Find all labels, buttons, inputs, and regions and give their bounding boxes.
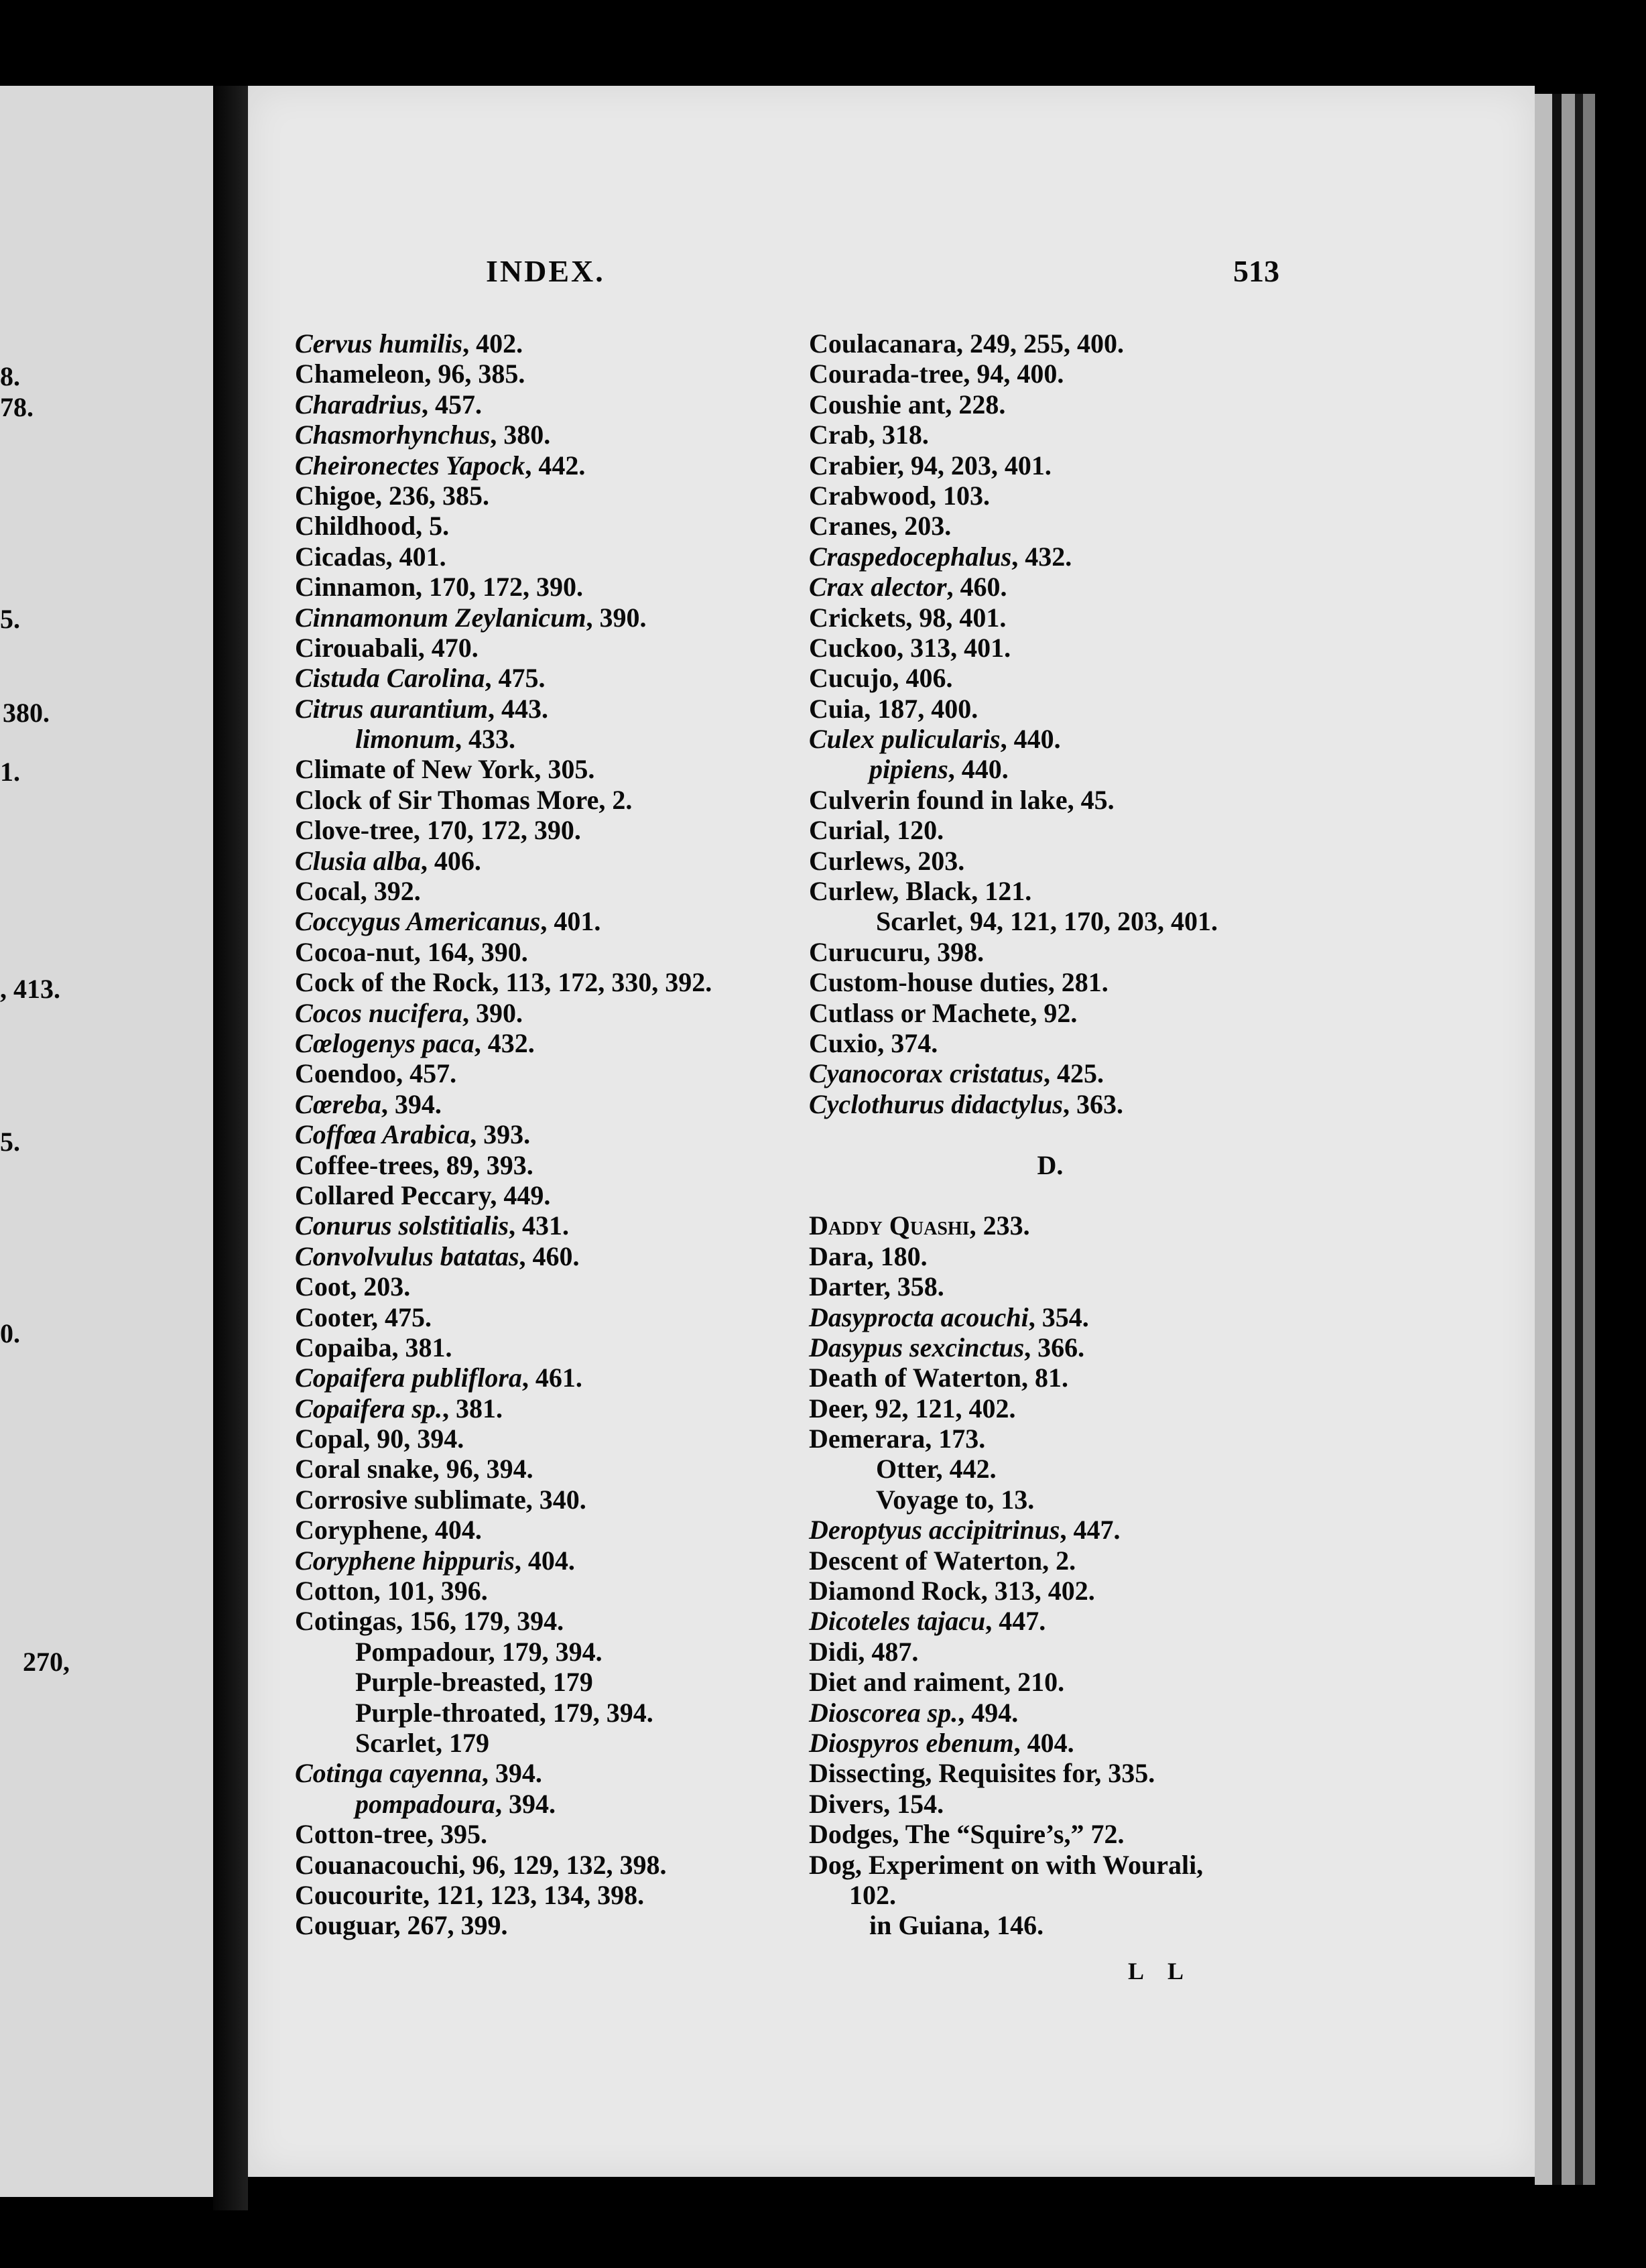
index-subentry: Pompadour, 179, 394. (355, 1636, 603, 1667)
index-entry: Cirouabali, 470. (295, 632, 479, 663)
index-subentry: Voyage to, 13. (876, 1484, 1035, 1515)
index-entry: Cuia, 187, 400. (809, 693, 978, 724)
index-entry: Cocos nucifera, 390. (295, 997, 523, 1028)
previous-page-fragment: 1. (0, 757, 20, 787)
index-entry: Cotingas, 156, 179, 394. (295, 1606, 564, 1637)
previous-page-fragment: 0. (0, 1318, 20, 1348)
index-entry: Cervus humilis, 402. (295, 328, 523, 359)
index-subentry: in Guiana, 146. (869, 1910, 1044, 1941)
index-entry: Coucourite, 121, 123, 134, 398. (295, 1879, 645, 1910)
index-entry: Deer, 92, 121, 402. (809, 1393, 1016, 1424)
index-entry: Cicadas, 401. (295, 541, 446, 572)
index-entry: Culex pulicularis, 440. (809, 724, 1061, 755)
index-subentry: Scarlet, 94, 121, 170, 203, 401. (876, 906, 1218, 937)
index-entry: Curlew, Black, 121. (809, 876, 1032, 907)
index-entry: Chameleon, 96, 385. (295, 359, 525, 389)
index-entry: Cœlogenys paca, 432. (295, 1027, 535, 1058)
index-entry: Childhood, 5. (295, 511, 450, 542)
index-subentry: pipiens, 440. (869, 754, 1009, 785)
index-entry: Cinnamonum Zeylanicum, 390. (295, 602, 647, 633)
index-subentry: Scarlet, 179 (355, 1727, 489, 1758)
index-entry: Coffee-trees, 89, 393. (295, 1149, 533, 1180)
index-entry: Dara, 180. (809, 1241, 928, 1271)
index-entry: Chigoe, 236, 385. (295, 480, 489, 511)
index-entry: Cocoa-nut, 164, 390. (295, 936, 528, 967)
index-entry: Descent of Waterton, 2. (809, 1545, 1076, 1576)
index-subentry: pompadoura, 394. (355, 1788, 556, 1819)
previous-page-edge (0, 86, 217, 2197)
previous-page-fragment: 270, (23, 1647, 70, 1677)
index-entry: Chasmorhynchus, 380. (295, 420, 551, 450)
index-entry: Citrus aurantium, 443. (295, 693, 548, 724)
previous-page-fragment: 380. (3, 698, 50, 728)
index-entry: Dicoteles tajacu, 447. (809, 1606, 1046, 1637)
index-entry: Convolvulus batatas, 460. (295, 1241, 580, 1271)
index-entry: Cotton-tree, 395. (295, 1819, 487, 1850)
index-entry: Copaifera publiflora, 461. (295, 1363, 582, 1393)
index-column-right (809, 328, 1291, 1941)
signature-mark: L L (1128, 1958, 1194, 1984)
book-gutter (213, 86, 248, 2210)
index-entry: Coccygus Americanus, 401. (295, 906, 601, 937)
index-entry: Culverin found in lake, 45. (809, 784, 1115, 815)
index-entry: Dasypus sexcinctus, 366. (809, 1332, 1085, 1363)
index-entry: Dasyprocta acouchi, 354. (809, 1302, 1089, 1332)
index-entry: Courada-tree, 94, 400. (809, 359, 1064, 389)
index-entry: Corrosive sublimate, 340. (295, 1484, 586, 1515)
index-entry: Cuxio, 374. (809, 1027, 938, 1058)
index-entry: Cotinga cayenna, 394. (295, 1758, 542, 1789)
previous-page-fragment: 5. (0, 604, 20, 634)
index-entry: Conurus solstitialis, 431. (295, 1210, 570, 1241)
index-subentry: Purple-breasted, 179 (355, 1667, 593, 1698)
index-entry: Clusia alba, 406. (295, 845, 481, 876)
index-entry: Copal, 90, 394. (295, 1424, 464, 1454)
page-stack-edge (1535, 94, 1552, 2185)
spacer (809, 1180, 1291, 1210)
spacer (809, 1119, 1291, 1149)
index-entry: Collared Peccary, 449. (295, 1180, 551, 1210)
index-entry: Couguar, 267, 399. (295, 1910, 508, 1941)
index-entry: Crax alector, 460. (809, 572, 1007, 603)
page-number: 513 (1233, 254, 1279, 288)
index-entry: Crab, 318. (809, 420, 929, 450)
index-entry: Clock of Sir Thomas More, 2. (295, 784, 633, 815)
index-entry: Crickets, 98, 401. (809, 602, 1007, 633)
previous-page-fragment: 8. (0, 361, 20, 391)
index-entry: Clove-tree, 170, 172, 390. (295, 815, 581, 846)
previous-page-fragment: , 413. (0, 974, 60, 1004)
index-entry: Cotton, 101, 396. (295, 1576, 488, 1606)
index-entry: Cranes, 203. (809, 511, 952, 542)
index-entry: Coushie ant, 228. (809, 389, 1006, 420)
index-entry: Coryphene, 404. (295, 1515, 482, 1546)
index-entry: Darter, 358. (809, 1271, 944, 1302)
index-entry: Cœreba, 394. (295, 1088, 442, 1119)
index-entry: Curucuru, 398. (809, 936, 985, 967)
index-entry: Cyclothurus didactylus, 363. (809, 1088, 1123, 1119)
index-entry: Couanacouchi, 96, 129, 132, 398. (295, 1849, 667, 1880)
index-entry: Coryphene hippuris, 404. (295, 1545, 575, 1576)
index-subentry: Otter, 442. (876, 1454, 997, 1485)
index-entry: Diospyros ebenum, 404. (809, 1727, 1074, 1758)
previous-page-fragment: 78. (0, 392, 34, 422)
index-subentry: limonum, 433. (355, 724, 515, 755)
index-entry: Cooter, 475. (295, 1302, 432, 1332)
index-entry: Coulacanara, 249, 255, 400. (809, 328, 1124, 359)
index-entry: Didi, 487. (809, 1636, 919, 1667)
index-entry: Cock of the Rock, 113, 172, 330, 392. (295, 967, 712, 998)
index-entry: Coendoo, 457. (295, 1058, 457, 1089)
index-entry: Dodges, The “Squire’s,” 72. (809, 1819, 1125, 1850)
index-entry: Cuckoo, 313, 401. (809, 632, 1011, 663)
index-entry: Cutlass or Machete, 92. (809, 997, 1078, 1028)
index-subentry: Purple-throated, 179, 394. (355, 1697, 653, 1728)
index-entry: Death of Waterton, 81. (809, 1363, 1068, 1393)
index-entry: Daddy Quashi, 233. (809, 1210, 1030, 1241)
index-entry: Curial, 120. (809, 815, 944, 846)
index-entry: Cucujo, 406. (809, 663, 953, 694)
index-entry: Cinnamon, 170, 172, 390. (295, 572, 584, 603)
page-stack-edge (1552, 94, 1562, 2185)
index-entry: Coot, 203. (295, 1271, 411, 1302)
running-head: INDEX. (486, 254, 605, 288)
index-entry: Copaiba, 381. (295, 1332, 452, 1363)
index-entry: Diamond Rock, 313, 402. (809, 1576, 1095, 1606)
index-entry: Dog, Experiment on with Wourali, (809, 1849, 1204, 1880)
previous-page-fragment: 5. (0, 1127, 20, 1157)
page-stack-edge (1562, 94, 1575, 2185)
index-entry: Custom-house duties, 281. (809, 967, 1109, 998)
index-entry: Cistuda Carolina, 475. (295, 663, 546, 694)
index-column-left (295, 328, 712, 1941)
index-entry: Diet and raiment, 210. (809, 1667, 1065, 1698)
index-entry: Dissecting, Requisites for, 335. (809, 1758, 1155, 1789)
index-entry: Divers, 154. (809, 1788, 944, 1819)
section-heading: D. (1037, 1149, 1064, 1180)
index-entry: Cheironectes Yapock, 442. (295, 450, 586, 481)
page-stack-edge (1575, 94, 1583, 2185)
index-entry: Cocal, 392. (295, 876, 421, 907)
index-entry: Coffœa Arabica, 393. (295, 1119, 531, 1150)
index-entry: Coral snake, 96, 394. (295, 1454, 533, 1485)
index-entry: Craspedocephalus, 432. (809, 541, 1072, 572)
index-entry: Crabier, 94, 203, 401. (809, 450, 1052, 481)
index-entry: Dioscorea sp., 494. (809, 1697, 1019, 1728)
page-stack-edge (1583, 94, 1595, 2185)
index-entry: Copaifera sp., 381. (295, 1393, 503, 1424)
index-entry: Curlews, 203. (809, 845, 965, 876)
index-entry: Cyanocorax cristatus, 425. (809, 1058, 1104, 1089)
page-stack-edge (1595, 94, 1646, 2185)
index-entry: Crabwood, 103. (809, 480, 991, 511)
index-entry: Climate of New York, 305. (295, 754, 595, 785)
index-entry: Charadrius, 457. (295, 389, 482, 420)
index-entry-continuation: 102. (849, 1879, 896, 1910)
index-entry: Demerara, 173. (809, 1424, 986, 1454)
index-entry: Deroptyus accipitrinus, 447. (809, 1515, 1121, 1546)
